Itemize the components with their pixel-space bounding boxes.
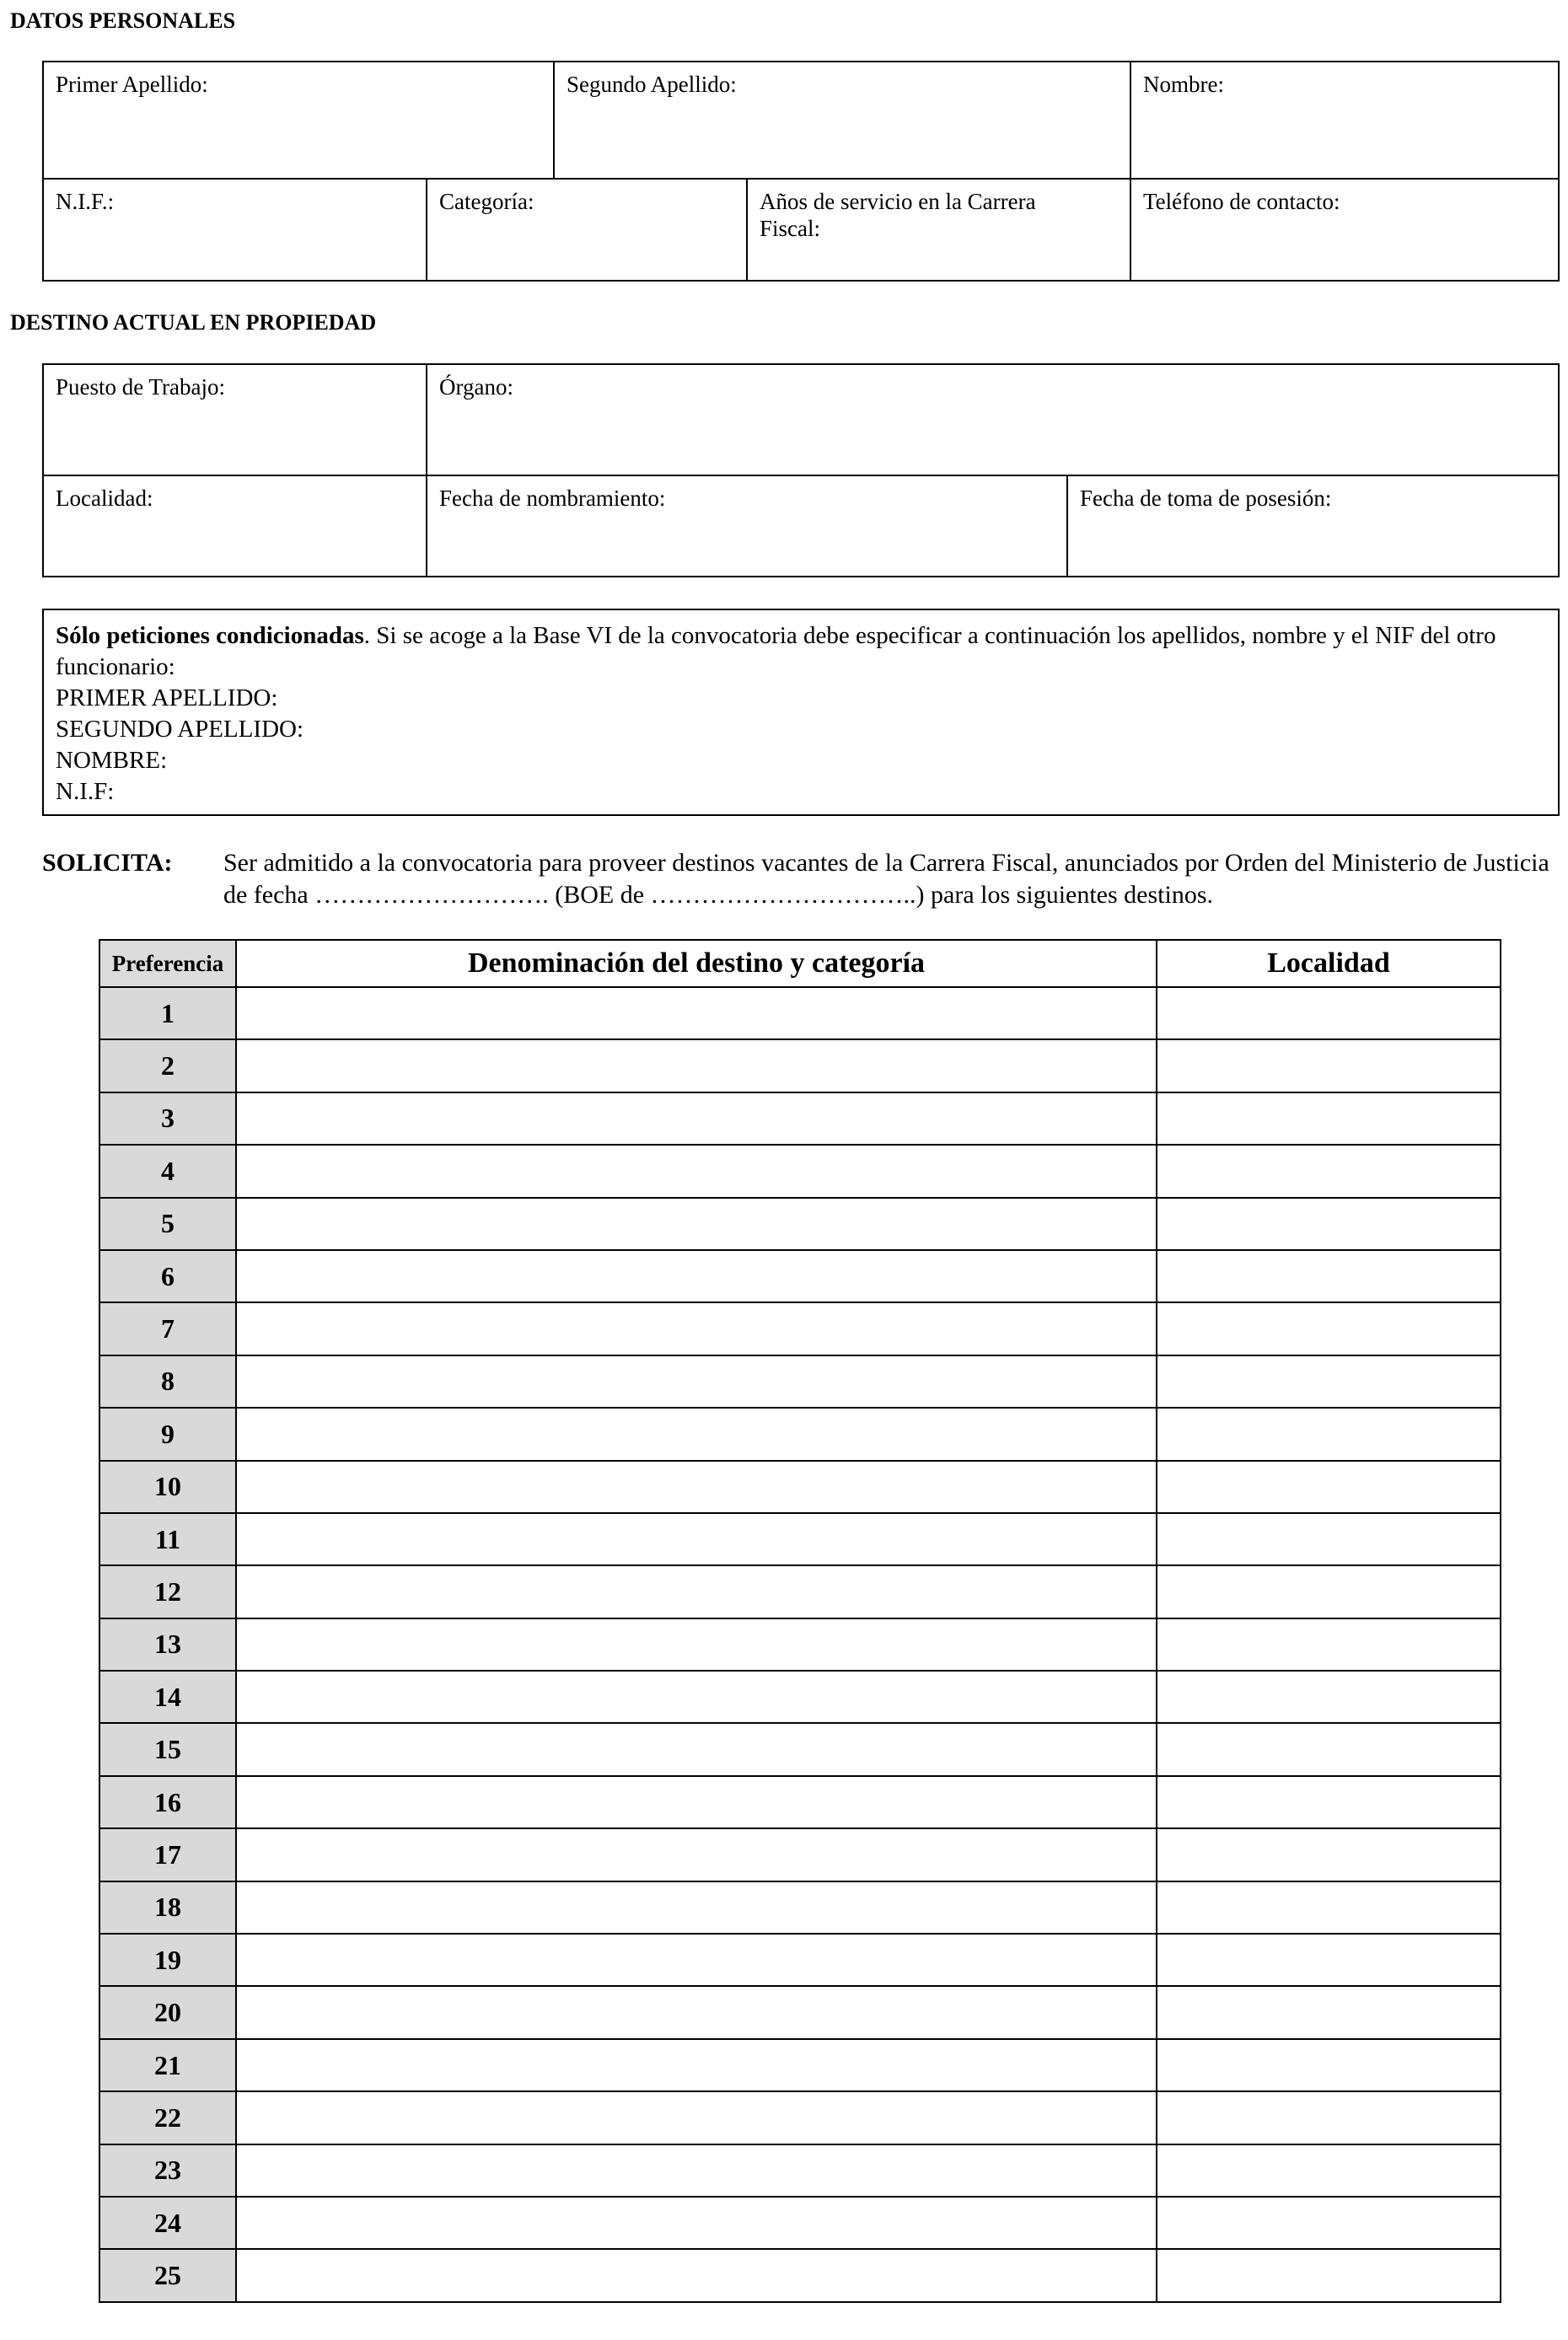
anos-servicio-label: Años de servicio en la Carrera Fiscal: [760, 189, 1036, 241]
destino-cell[interactable] [236, 1408, 1157, 1460]
preference-number: 11 [99, 1513, 236, 1565]
fecha-posesion-field[interactable] [1066, 475, 1558, 576]
localidad-cell[interactable] [1157, 1145, 1501, 1197]
localidad-cell[interactable] [1157, 2091, 1501, 2144]
fecha-posesion-label: Fecha de toma de posesión: [1080, 486, 1332, 511]
localidad-cell[interactable] [1157, 1513, 1501, 1565]
puesto-label: Puesto de Trabajo: [56, 374, 226, 400]
table-row [99, 1198, 1501, 1250]
header-preferencia: Preferencia [99, 940, 236, 987]
section-title-personal: DATOS PERSONALES [10, 8, 236, 33]
localidad-cell[interactable] [1157, 1565, 1501, 1618]
cond-nombre-label: NOMBRE: [56, 747, 168, 774]
preference-number: 17 [99, 1828, 236, 1881]
table-row [99, 1671, 1501, 1723]
destinos-table [99, 939, 1501, 2303]
condicionadas-box[interactable] [42, 609, 1560, 816]
localidad-cell[interactable] [1157, 1671, 1501, 1723]
localidad-cell[interactable] [1157, 987, 1501, 1039]
preference-number: 16 [99, 1776, 236, 1828]
table-row [99, 1565, 1501, 1618]
preference-number: 3 [99, 1092, 236, 1145]
nombre-label: Nombre: [1143, 72, 1224, 97]
localidad-cell[interactable] [1157, 1881, 1501, 1934]
localidad-cell[interactable] [1157, 1934, 1501, 1986]
condicionadas-text: . Si se acoge a la Base VI de la convocatoria debe especificar a continuación los apellidos, nombre y el NIF del otro funcionario: [56, 622, 1496, 680]
preference-number: 12 [99, 1565, 236, 1618]
table-row [99, 1723, 1501, 1775]
table-header-row [99, 940, 1501, 987]
destino-cell[interactable] [236, 1776, 1157, 1828]
table-row [99, 1513, 1501, 1565]
nif-label: N.I.F.: [56, 189, 115, 214]
primer-apellido-field[interactable] [44, 62, 553, 178]
destino-cell[interactable] [236, 1618, 1157, 1671]
localidad-cell[interactable] [1157, 2249, 1501, 2301]
localidad-cell[interactable] [1157, 2197, 1501, 2249]
cond-nif-label: N.I.F: [56, 778, 115, 805]
table-row [99, 2091, 1501, 2144]
preference-number: 2 [99, 1039, 236, 1092]
localidad-cell[interactable] [1157, 1092, 1501, 1145]
telefono-label: Teléfono de contacto: [1143, 189, 1340, 214]
personal-data-box [42, 61, 1560, 282]
preference-number: 20 [99, 1986, 236, 2038]
organo-field[interactable] [426, 365, 1558, 475]
destino-cell[interactable] [236, 987, 1157, 1039]
categoria-field[interactable] [426, 178, 746, 280]
cond-segundo-apellido-label: SEGUNDO APELLIDO: [56, 716, 304, 743]
table-row [99, 1881, 1501, 1934]
table-row [99, 1776, 1501, 1828]
destino-cell[interactable] [236, 2197, 1157, 2249]
destino-cell[interactable] [236, 1039, 1157, 1092]
preference-number: 13 [99, 1618, 236, 1671]
solicita-label: SOLICITA: [42, 849, 173, 877]
organo-label: Órgano: [439, 374, 513, 400]
cond-primer-apellido-label: PRIMER APELLIDO: [56, 684, 278, 711]
nif-field[interactable] [44, 178, 426, 280]
table-row [99, 1355, 1501, 1408]
preference-number: 7 [99, 1302, 236, 1355]
preference-number: 18 [99, 1881, 236, 1934]
table-row [99, 1618, 1501, 1671]
destino-cell[interactable] [236, 1828, 1157, 1881]
table-row [99, 1461, 1501, 1513]
localidad-cell[interactable] [1157, 1723, 1501, 1775]
destino-cell[interactable] [236, 1302, 1157, 1355]
header-localidad: Localidad [1157, 940, 1501, 987]
preference-number: 14 [99, 1671, 236, 1723]
preference-number: 22 [99, 2091, 236, 2144]
localidad-cell[interactable] [1157, 1461, 1501, 1513]
table-row [99, 2039, 1501, 2091]
localidad-cell[interactable] [1157, 1776, 1501, 1828]
preference-number: 9 [99, 1408, 236, 1460]
table-row [99, 1092, 1501, 1145]
destino-cell[interactable] [236, 1198, 1157, 1250]
preference-number: 5 [99, 1198, 236, 1250]
localidad-cell[interactable] [1157, 1408, 1501, 1460]
segundo-apellido-field[interactable] [553, 62, 1130, 178]
preference-number: 23 [99, 2144, 236, 2197]
localidad-cell[interactable] [1157, 2144, 1501, 2197]
preference-number: 4 [99, 1145, 236, 1197]
preference-number: 21 [99, 2039, 236, 2091]
preference-number: 25 [99, 2249, 236, 2301]
destino-cell[interactable] [236, 2249, 1157, 2301]
destino-cell[interactable] [236, 1934, 1157, 1986]
destino-cell[interactable] [236, 1461, 1157, 1513]
table-row [99, 1302, 1501, 1355]
table-row [99, 1934, 1501, 1986]
localidad-label: Localidad: [56, 486, 153, 511]
table-row [99, 1145, 1501, 1197]
destino-cell[interactable] [236, 1881, 1157, 1934]
preference-number: 15 [99, 1723, 236, 1775]
destino-cell[interactable] [236, 1513, 1157, 1565]
localidad-field[interactable] [44, 475, 426, 576]
preference-number: 6 [99, 1250, 236, 1302]
preference-number: 1 [99, 987, 236, 1039]
localidad-cell[interactable] [1157, 1198, 1501, 1250]
destino-cell[interactable] [236, 1355, 1157, 1408]
destino-cell[interactable] [236, 2091, 1157, 2144]
anos-servicio-field[interactable] [746, 178, 1130, 280]
primer-apellido-label: Primer Apellido: [56, 72, 208, 97]
destino-cell[interactable] [236, 1671, 1157, 1723]
puesto-field[interactable] [44, 365, 426, 475]
condicionadas-intro [56, 620, 1546, 683]
preference-number: 8 [99, 1355, 236, 1408]
table-row [99, 1828, 1501, 1881]
localidad-cell[interactable] [1157, 1250, 1501, 1302]
header-denominacion: Denominación del destino y categoría [236, 940, 1157, 987]
destino-cell[interactable] [236, 2039, 1157, 2091]
preference-number: 19 [99, 1934, 236, 1986]
table-row [99, 1039, 1501, 1092]
localidad-cell[interactable] [1157, 1039, 1501, 1092]
table-row [99, 2249, 1501, 2301]
segundo-apellido-label: Segundo Apellido: [567, 72, 737, 97]
destino-cell[interactable] [236, 1723, 1157, 1775]
preference-number: 10 [99, 1461, 236, 1513]
section-title-destino: DESTINO ACTUAL EN PROPIEDAD [10, 310, 377, 335]
localidad-cell[interactable] [1157, 2039, 1501, 2091]
table-row [99, 987, 1501, 1039]
table-row [99, 2197, 1501, 2249]
destino-cell[interactable] [236, 1145, 1157, 1197]
condicionadas-bold: Sólo peticiones condicionadas [56, 622, 364, 649]
solicita-text: Ser admitido a la convocatoria para proveer destinos vacantes de la Carrera Fiscal, anunciados por Orden del Ministerio de Justicia de fecha ………………………. (BOE de …………………………..) para los siguientes destinos. [223, 849, 1549, 909]
table-row [99, 1986, 1501, 2038]
localidad-cell[interactable] [1157, 1302, 1501, 1355]
fecha-nombramiento-field[interactable] [426, 475, 1066, 576]
destino-box [42, 363, 1560, 577]
fecha-nombramiento-label: Fecha de nombramiento: [439, 486, 666, 511]
nombre-field[interactable] [1130, 62, 1558, 178]
table-row [99, 1408, 1501, 1460]
destino-cell[interactable] [236, 2144, 1157, 2197]
destino-cell[interactable] [236, 1565, 1157, 1618]
table-row [99, 1250, 1501, 1302]
destino-cell[interactable] [236, 1986, 1157, 2038]
localidad-cell[interactable] [1157, 1355, 1501, 1408]
categoria-label: Categoría: [439, 189, 534, 214]
localidad-cell[interactable] [1157, 1986, 1501, 2038]
localidad-cell[interactable] [1157, 1828, 1501, 1881]
destino-cell[interactable] [236, 1250, 1157, 1302]
localidad-cell[interactable] [1157, 1618, 1501, 1671]
table-row [99, 2144, 1501, 2197]
preference-number: 24 [99, 2197, 236, 2249]
destino-cell[interactable] [236, 1092, 1157, 1145]
telefono-field[interactable] [1130, 178, 1558, 280]
